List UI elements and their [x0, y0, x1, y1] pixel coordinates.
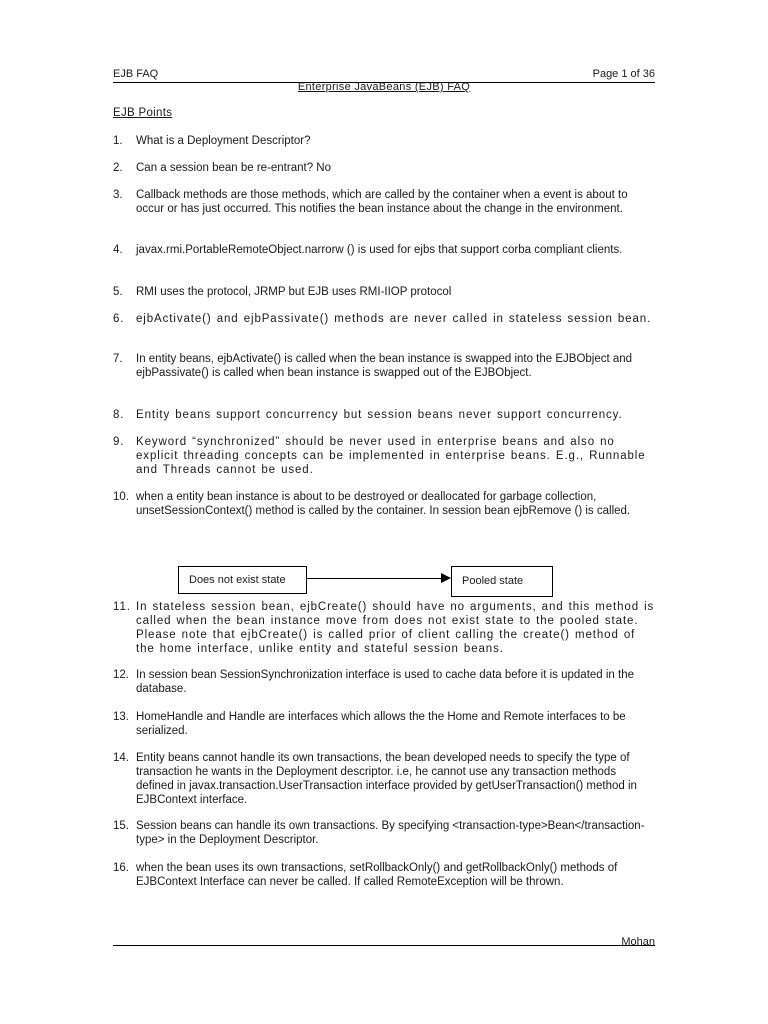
item-number: 9. [113, 436, 125, 448]
item-number: 1. [113, 135, 123, 147]
item-text: Entity beans cannot handle its own transactions, the bean developed needs to specify the type of transaction he wants in the Deployment descriptor. i.e, he cannot use any transaction methods defined in javax.transaction.UserTransaction interface provided by getUserTransaction() method in EJBContext interface. [136, 752, 637, 806]
item-number: 13. [113, 711, 129, 723]
item-number: 11. [113, 601, 131, 613]
page-number: Page 1 of 36 [592, 68, 655, 80]
item-text: RMI uses the protocol, JRMP but EJB uses RMI-IIOP protocol [136, 286, 452, 298]
list-item [113, 352, 655, 380]
list-item [113, 751, 655, 807]
item-text: Entity beans support concurrency but session beans never support concurrency. [136, 409, 623, 421]
item-number: 10. [113, 491, 129, 503]
state-box-does-not-exist: Does not exist state [178, 566, 307, 594]
item-text: In stateless session bean, ejbCreate() should have no arguments, and this method is called when the bean instance move from does not exist state to the pooled state. Please note that ejbCreate() is called prior of client calling the create() method of the home interface, unlike entity and stateful session beans. [136, 601, 655, 655]
list-item [113, 819, 655, 847]
item-number: 14. [113, 752, 129, 764]
item-text: when a entity bean instance is about to be destroyed or deallocated for garbage collection, unsetSessionContext() method is called by the container. In session bean ejbRemove () is called. [136, 491, 631, 517]
item-text: Can a session bean be re-entrant? No [136, 162, 331, 174]
list-item [113, 243, 655, 257]
item-number: 15. [113, 820, 129, 832]
list-item [113, 408, 655, 422]
document-title [113, 81, 655, 93]
document-title-text: Enterprise JavaBeans (EJB) FAQ [297, 81, 471, 93]
state-box-pooled: Pooled state [451, 566, 553, 597]
list-item [113, 285, 655, 299]
item-text: ejbActivate() and ejbPassivate() methods are never called in stateless session bean. [136, 313, 652, 325]
item-text: In entity beans, ejbActivate() is called when the bean instance is swapped into the EJBObject and ejbPassivate() is called when bean instance is swapped out of the EJBObject. [136, 353, 633, 379]
item-number: 12. [113, 669, 129, 681]
item-text: Session beans can handle its own transactions. By specifying <transaction-type>Bean</transaction-type> in the Deployment Descriptor. [136, 820, 645, 846]
item-text: javax.rmi.PortableRemoteObject.narrorw () is used for ejbs that support corba compliant clients. [136, 244, 623, 256]
transition-arrow-line [307, 578, 442, 579]
item-text: when the bean uses its own transactions, setRollbackOnly() and getRollbackOnly() methods of EJBContext Interface can never be called. If called RemoteException will be thrown. [136, 862, 618, 888]
footer-rule [113, 945, 655, 946]
item-number: 4. [113, 244, 123, 256]
list-item [113, 312, 655, 326]
section-title: EJB Points [113, 107, 173, 119]
list-item [113, 710, 655, 738]
item-number: 16. [113, 862, 129, 874]
item-text: Keyword “synchronized” should be never used in enterprise beans and also no explicit threading concepts can be implemented in enterprise beans. E.g., Runnable and Threads cannot be used. [136, 436, 646, 476]
list-item [113, 668, 655, 696]
item-number: 5. [113, 286, 123, 298]
item-number: 2. [113, 162, 123, 174]
list-item [113, 600, 655, 656]
list-item [113, 188, 655, 216]
header-left: EJB FAQ [113, 68, 159, 80]
item-number: 8. [113, 409, 125, 421]
item-number: 3. [113, 189, 123, 201]
item-text: Callback methods are those methods, which are called by the container when a event is about to occur or has just occurred. This notifies the bean instance about the change in the environment. [136, 189, 628, 215]
list-item [113, 161, 655, 175]
item-text: What is a Deployment Descriptor? [136, 135, 311, 147]
item-number: 6. [113, 313, 125, 325]
list-item [113, 861, 655, 889]
list-item [113, 435, 655, 477]
list-item [113, 490, 655, 518]
list-item [113, 134, 655, 148]
arrow-head-icon [441, 573, 451, 583]
item-number: 7. [113, 353, 123, 365]
item-text: In session bean SessionSynchronization interface is used to cache data before it is updated in the database. [136, 669, 635, 695]
item-text: HomeHandle and Handle are interfaces which allows the the Home and Remote interfaces to be serialized. [136, 711, 626, 737]
footer-author: Mohan [621, 936, 655, 948]
